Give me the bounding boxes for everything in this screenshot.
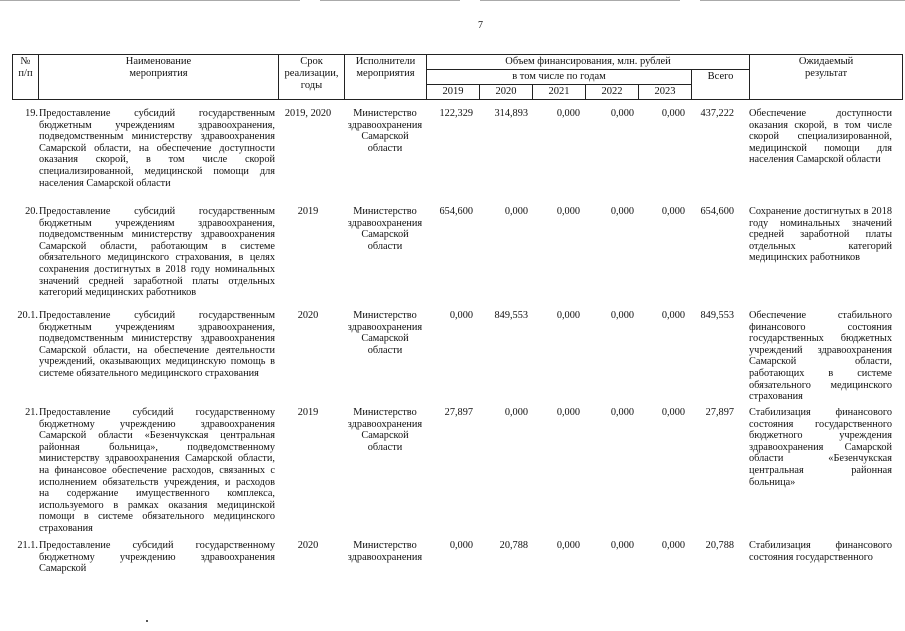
row-executor: Министерство здравоохранения Самарской области (347, 310, 423, 356)
header-year: 2021 (533, 85, 586, 100)
row-value-2019: 122,329 (439, 108, 473, 119)
header-v-tom: в том числе по годам (427, 70, 692, 85)
row-result: Стабилизация финансового состояния государственного бюджетного учреждения здравоохранения Самарской области «Безенчукская центральная районная больница» (749, 407, 892, 488)
row-name: Предоставление субсидий государственному бюджетному учреждению здравоохранения Самарской (39, 540, 275, 575)
row-executor: Министерство здравоохранения Самарской области (347, 206, 423, 252)
row-value-2023: 0,000 (661, 206, 685, 217)
row-value-2019: 0,000 (449, 310, 473, 321)
scan-speck (146, 620, 148, 622)
header-year: 2022 (586, 85, 639, 100)
row-value-2022: 0,000 (610, 206, 634, 217)
row-value-2020: 849,553 (494, 310, 528, 321)
row-value-2019: 27,897 (444, 407, 473, 418)
row-num: 20.1. (17, 310, 38, 321)
row-srok: 2019 (297, 407, 319, 418)
page-number: 7 (478, 20, 483, 31)
header-obem: Объем финансирования, млн. рублей (427, 55, 750, 70)
row-value-2021: 0,000 (556, 206, 580, 217)
row-executor: Министерство здравоохранения Самарской области (347, 108, 423, 154)
row-total: 849,553 (700, 310, 734, 321)
header-srok: Срок реализации, годы (279, 55, 345, 100)
row-value-2022: 0,000 (610, 540, 634, 551)
row-total: 437,222 (700, 108, 734, 119)
row-name: Предоставление субсидий государственному бюджетному учреждению здравоохранения Самарской области «Безенчукская центральная районная больница», подведомственному министерству здравоохранения Самарской области, на финансовое обеспечение расходов, связанных с исполнением обязательств учреждения, и расходов на содержание имущественного комплекса, используемого в рамках оказания медицинской помощи в системе обязательного медицинского страхования (39, 407, 275, 534)
row-result: Обеспечение стабильного финансового состояния государственных бюджетных учреждений здравоохранения Самарской области, работающих в системе обязательного медицинского страхования (749, 310, 892, 403)
row-total: 20,788 (705, 540, 734, 551)
row-value-2023: 0,000 (661, 310, 685, 321)
row-total: 27,897 (705, 407, 734, 418)
table-header (12, 54, 903, 100)
header-name: Наименование мероприятия (39, 55, 279, 100)
row-result: Обеспечение доступности оказания скорой, в том числе скорой специализированной, медицинской помощи для населения Самарской области (749, 108, 892, 166)
row-result: Стабилизация финансового состояния государственного (749, 540, 892, 563)
row-total: 654,600 (700, 206, 734, 217)
row-srok: 2019, 2020 (284, 108, 332, 119)
row-num: 21.1. (17, 540, 38, 551)
header-year: 2019 (427, 85, 480, 100)
row-name: Предоставление субсидий государственным бюджетным учреждениям здравоохранения, подведомственным министерству здравоохранения Самарской области, работающим в системе обязательного медицинского страхования, в целях сохранения достигнутых в 2018 году номинальных значений средней заработной платы отдельных категорий медицинских работников (39, 206, 275, 299)
header-year: 2020 (480, 85, 533, 100)
row-value-2019: 654,600 (439, 206, 473, 217)
row-name: Предоставление субсидий государственным бюджетным учреждениям здравоохранения, подведомственным министерству здравоохранения Самарской области, на обеспечение деятельности учреждений, оказывающих медицинскую помощь в системе обязательного медицинского страхования (39, 310, 275, 379)
header-num: № п/п (13, 55, 39, 100)
row-name: Предоставление субсидий государственным бюджетным учреждениям здравоохранения, подведомственным министерству здравоохранения Самарской области, на обеспечение доступности оказания скорой, в том числе скорой специализированной, медицинской помощи для населения Самарской области (39, 108, 275, 189)
row-executor: Министерство здравоохранения Самарской области (347, 407, 423, 453)
row-value-2021: 0,000 (556, 310, 580, 321)
row-value-2021: 0,000 (556, 407, 580, 418)
row-srok: 2019 (297, 206, 319, 217)
row-value-2020: 0,000 (504, 206, 528, 217)
row-num: 21. (25, 407, 38, 418)
row-value-2022: 0,000 (610, 108, 634, 119)
row-num: 19. (25, 108, 38, 119)
scan-top-border (0, 0, 905, 2)
row-num: 20. (25, 206, 38, 217)
header-result: Ожидаемый результат (750, 55, 903, 100)
row-value-2021: 0,000 (556, 540, 580, 551)
row-value-2019: 0,000 (449, 540, 473, 551)
row-value-2020: 314,893 (494, 108, 528, 119)
row-value-2022: 0,000 (610, 407, 634, 418)
row-srok: 2020 (297, 540, 319, 551)
row-result: Сохранение достигнутых в 2018 году номинальных значений средней заработной платы отдельных категорий медицинских работников (749, 206, 892, 264)
header-year: 2023 (639, 85, 692, 100)
row-value-2020: 0,000 (504, 407, 528, 418)
row-executor: Министерство здравоохранения (347, 540, 423, 563)
row-value-2023: 0,000 (661, 407, 685, 418)
header-isp: Исполнители мероприятия (345, 55, 427, 100)
row-value-2021: 0,000 (556, 108, 580, 119)
row-value-2023: 0,000 (661, 540, 685, 551)
row-value-2023: 0,000 (661, 108, 685, 119)
header-vsego: Всего (692, 70, 750, 100)
row-value-2020: 20,788 (499, 540, 528, 551)
row-value-2022: 0,000 (610, 310, 634, 321)
row-srok: 2020 (297, 310, 319, 321)
